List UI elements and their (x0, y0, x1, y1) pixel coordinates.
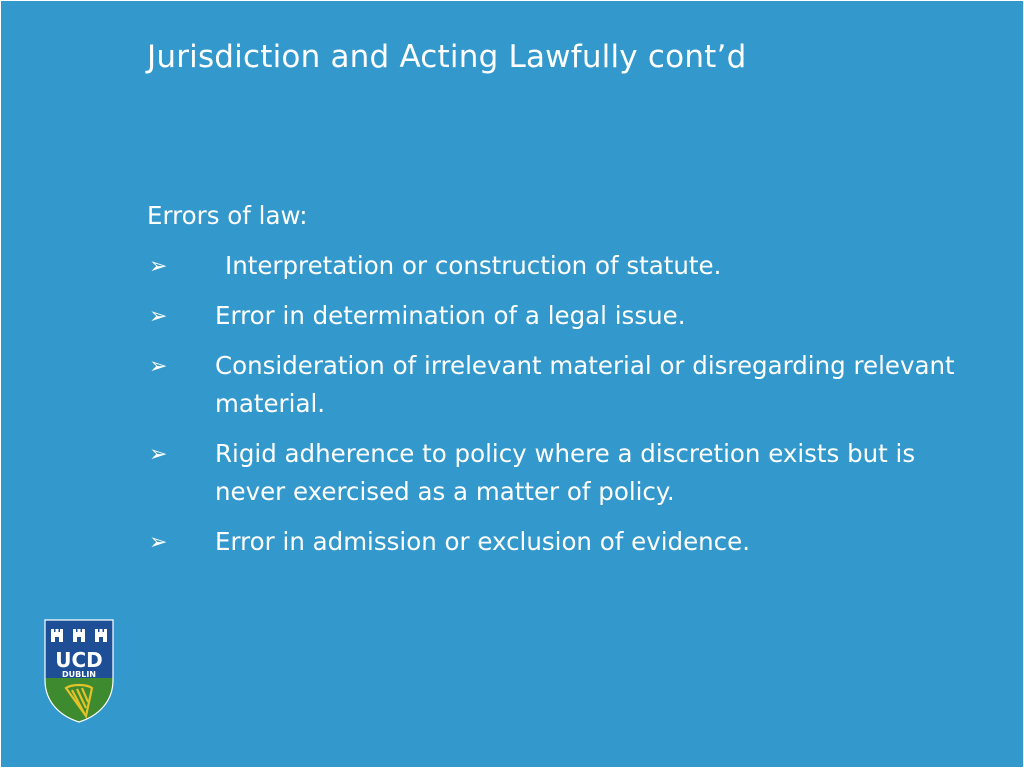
slide (1, 1, 1023, 767)
bullet-text: Rigid adherence to policy where a discretion exists but is never exercised as a matter of policy. (215, 439, 916, 506)
bullet-list (147, 247, 967, 561)
intro-text: Errors of law: (147, 201, 308, 230)
slide-title: Jurisdiction and Acting Lawfully cont’d (147, 39, 747, 75)
bullet-text: Consideration of irrelevant material or disregarding relevant material. (215, 351, 955, 418)
arrow-bullet-icon: ➢ (149, 254, 168, 279)
bullet-item (147, 247, 967, 285)
bullet-item (147, 297, 967, 335)
castle-icon (95, 629, 107, 642)
ucd-logo (42, 618, 116, 724)
bullet-text: Error in admission or exclusion of evidence. (215, 527, 751, 556)
logo-ucd-text: UCD (55, 648, 103, 672)
arrow-bullet-icon: ➢ (149, 530, 168, 555)
bullet-item (147, 435, 967, 511)
castle-icon (73, 629, 85, 642)
bullet-text: Interpretation or construction of statute. (225, 251, 722, 280)
bullet-item (147, 523, 967, 561)
arrow-bullet-icon: ➢ (149, 354, 168, 379)
logo-dublin-text: DUBLIN (61, 670, 97, 679)
bullet-text: Error in determination of a legal issue. (215, 301, 686, 330)
castle-icon (51, 629, 63, 642)
bullet-item (147, 347, 967, 423)
arrow-bullet-icon: ➢ (149, 304, 168, 329)
slide-body (147, 197, 967, 573)
arrow-bullet-icon: ➢ (149, 442, 168, 467)
